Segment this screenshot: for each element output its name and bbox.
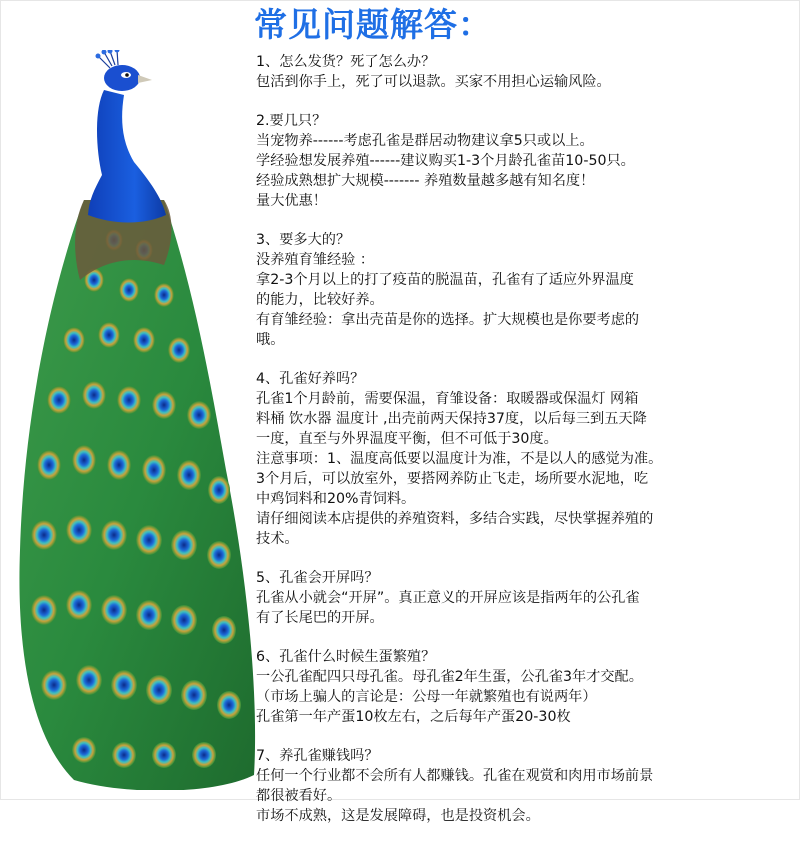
- faq-answer-line: 孔雀从小就会“开屏”。真正意义的开屏应该是指两年的公孔雀: [256, 590, 640, 606]
- faq-answer-line: 包活到你手上，死了可以退款。买家不用担心运输风险。: [256, 74, 611, 90]
- page-title: 常见问题解答：: [254, 5, 492, 44]
- faq-item: [256, 52, 792, 92]
- faq-answer-line: 市场不成熟，这是发展障碍，也是投资机会。: [256, 808, 540, 824]
- faq-question: 7、养孔雀赚钱吗？: [256, 748, 379, 764]
- faq-answer-line: 中鸡饲料和20%青饲料。: [256, 491, 416, 507]
- faq-answer-line: 经验成熟想扩大规模------- 养殖数量越多越有知名度！: [256, 173, 595, 189]
- faq-answer-line: 有育雏经验：拿出壳苗是你的选择。扩大规模也是你要考虑的: [256, 312, 640, 328]
- faq-answer-line: 当宠物养------考虑孔雀是群居动物建议拿5只或以上。: [256, 133, 594, 149]
- faq-item: [256, 230, 792, 350]
- faq-answer-line: 量大优惠！: [256, 193, 327, 209]
- faq-question: 6、孔雀什么时候生蛋繁殖？: [256, 649, 436, 665]
- faq-answer-line: 哦。: [256, 332, 285, 348]
- faq-answer-line: （市场上骗人的言论是：公母一年就繁殖也有说两年）: [256, 689, 597, 705]
- faq-answer-line: 孔雀1个月龄前，需要保温，育雏设备：取暖器或保温灯 网箱: [256, 391, 639, 407]
- faq-answer-line: 料桶 饮水器 温度计 ,出壳前两天保持37度，以后每三到五天降: [256, 411, 647, 427]
- faq-list: [256, 52, 792, 845]
- faq-answer-line: 3个月后，可以放室外，要搭网养防止飞走，场所要水泥地，吃: [256, 471, 649, 487]
- faq-question: 1、怎么发货？死了怎么办？: [256, 54, 436, 70]
- faq-answer-line: 技术。: [256, 531, 299, 547]
- faq-item: [256, 568, 792, 628]
- faq-answer-line: 一公孔雀配四只母孔雀。母孔雀2年生蛋，公孔雀3年才交配。: [256, 669, 643, 685]
- faq-question: 2.要几只？: [256, 113, 327, 129]
- faq-answer-line: 有了长尾巴的开屏。: [256, 610, 384, 626]
- faq-answer-line: 学经验想发展养殖------建议购买1-3个月龄孔雀苗10-50只。: [256, 153, 635, 169]
- faq-answer-line: 的能力，比较好养。: [256, 292, 384, 308]
- faq-answer-line: 注意事项：1、温度高低要以温度计为准，不是以人的感觉为准。: [256, 451, 663, 467]
- faq-item: [256, 746, 792, 826]
- faq-answer-line: 任何一个行业都不会所有人都赚钱。孔雀在观赏和肉用市场前景: [256, 768, 654, 784]
- faq-answer-line: 一度，直至与外界温度平衡，但不可低于30度。: [256, 431, 558, 447]
- faq-answer-line: 孔雀第一年产蛋10枚左右，之后每年产蛋20-30枚: [256, 709, 571, 725]
- faq-question: 3、要多大的？: [256, 232, 351, 248]
- faq-item: [256, 369, 792, 549]
- faq-answer-line: 都很被看好。: [256, 788, 342, 804]
- faq-item: [256, 647, 792, 727]
- peacock-illustration: [14, 50, 264, 790]
- faq-answer-line: 拿2-3个月以上的打了疫苗的脱温苗，孔雀有了适应外界温度: [256, 272, 634, 288]
- faq-answer-line: 没养殖育雏经验 ：: [256, 252, 375, 268]
- faq-question: 5、孔雀会开屏吗？: [256, 570, 379, 586]
- faq-item: [256, 111, 792, 211]
- faq-answer-line: 请仔细阅读本店提供的养殖资料，多结合实践，尽快掌握养殖的: [256, 511, 654, 527]
- faq-question: 4、孔雀好养吗？: [256, 371, 365, 387]
